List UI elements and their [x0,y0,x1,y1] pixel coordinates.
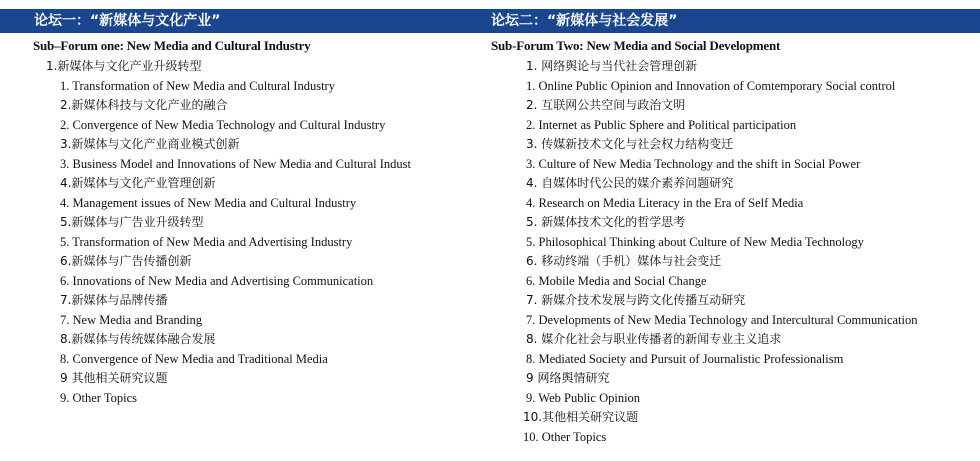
list-item: 9 其他相关研究议题 [60,371,168,385]
list-item: 9. Web Public Opinion [526,390,641,405]
forum2-topic-list [486,57,918,447]
list-item: 9. Other Topics [60,390,138,405]
list-item: 4. 自媒体时代公民的媒介素养问题研究 [526,176,734,190]
list-item: 4. Research on Media Literacy in the Era of Self Media [526,195,804,210]
list-item: 3. 传媒新技术文化与社会权力结构变迁 [526,137,734,151]
list-item: 7.新媒体与品牌传播 [60,293,168,307]
list-item: 5. Philosophical Thinking about Culture of New Media Technology [526,234,864,249]
forum1-subforum-heading: Sub–Forum one: New Media and Cultural Industry [33,38,311,53]
list-item: 3. Business Model and Innovations of New Media and Cultural Indust [60,156,411,171]
list-item: 2. Convergence of New Media Technology and Cultural Industry [60,117,386,132]
list-item: 5.新媒体与广告业升级转型 [60,215,204,229]
forum2-title: 论坛二：“新媒体与社会发展” [491,13,678,29]
list-item: 5. Transformation of New Media and Advertising Industry [60,234,353,249]
list-item: 8. 媒介化社会与职业传播者的新闻专业主义追求 [526,332,782,346]
list-item: 3.新媒体与文化产业商业模式创新 [60,137,240,151]
list-item: 1. 网络舆论与当代社会管理创新 [526,59,698,73]
list-item: 5. 新媒体技术文化的哲学思考 [526,215,686,229]
list-item: 8. Mediated Society and Pursuit of Journalistic Professionalism [526,351,844,366]
list-item: 7. New Media and Branding [60,312,202,327]
list-item: 7. Developments of New Media Technology and Intercultural Communication [526,312,918,327]
list-item: 6.新媒体与广告传播创新 [60,254,192,268]
list-item: 10.其他相关研究议题 [523,410,639,424]
list-item: 2. 互联网公共空间与政治文明 [526,98,686,112]
header-bar [0,9,980,33]
list-item: 1. Online Public Opinion and Innovation of Comtemporary Social control [526,78,896,93]
forum1-title: 论坛一：“新媒体与文化产业” [34,13,221,29]
list-item: 1. Transformation of New Media and Cultural Industry [60,78,335,93]
list-item: 3. Culture of New Media Technology and the shift in Social Power [526,156,861,171]
forum1-topic-list [0,57,411,408]
list-item: 6. Innovations of New Media and Advertising Communication [60,273,374,288]
list-item: 8. Convergence of New Media and Traditional Media [60,351,328,366]
list-item: 7. 新媒介技术发展与跨文化传播互动研究 [526,293,746,307]
list-item: 6. 移动终端（手机）媒体与社会变迁 [526,254,722,268]
list-item: 6. Mobile Media and Social Change [526,273,707,288]
list-item: 4. Management issues of New Media and Cultural Industry [60,195,357,210]
list-item: 8.新媒体与传统媒体融合发展 [60,332,216,346]
list-item: 4.新媒体与文化产业管理创新 [60,176,216,190]
list-item: 2.新媒体科技与文化产业的融合 [60,98,228,112]
forum2-subforum-heading: Sub-Forum Two: New Media and Social Development [491,38,781,53]
list-item: 9 网络舆情研究 [526,371,610,385]
list-item: 1.新媒体与文化产业升级转型 [46,59,202,73]
list-item: 10. Other Topics [523,429,607,444]
list-item: 2. Internet as Public Sphere and Political participation [526,117,797,132]
